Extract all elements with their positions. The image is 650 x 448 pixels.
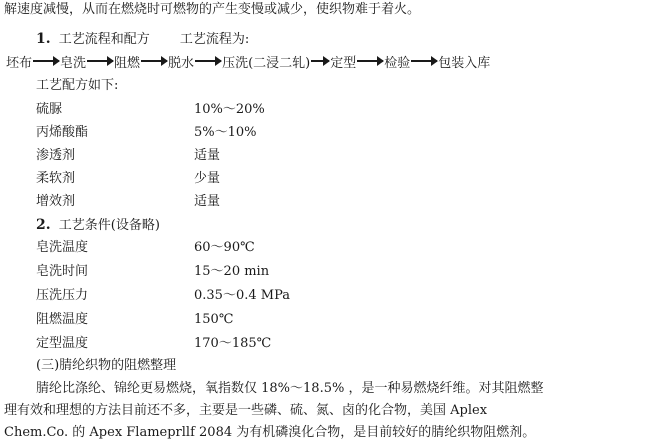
flow-arrow-icon [195,60,221,62]
section3-title: (三)腈纶织物的阻燃整理 [36,358,177,373]
formula-name: 增效剂 [36,194,76,209]
section1-number: 1. [36,31,51,47]
flow-step: 检验 [384,55,411,71]
formula-value: 适量 [194,148,221,163]
formula-value: 10%～20% [194,102,265,117]
flow-step: 脱水 [168,55,195,71]
paragraph-line: 腈纶比涤纶、锦纶更易燃烧，氧指数仅 18%～18.5% ，是一种易燃烧纤维。对其阻燃整 [36,381,544,396]
formula-value: 5%～10% [194,125,257,140]
flow-arrow-icon [87,60,113,62]
flow-arrow-icon [357,60,383,62]
condition-value: 60～90℃ [194,240,255,255]
formula-name: 丙烯酸酯 [36,125,89,140]
section2-heading [36,217,160,234]
condition-value: 15～20 min [194,264,270,279]
flow-title: 工艺流程为: [179,32,250,47]
process-flow [6,52,490,70]
formula-value: 适量 [194,194,221,209]
condition-name: 压洗压力 [36,288,89,303]
condition-name: 皂洗时间 [36,264,89,279]
formula-name: 渗透剂 [36,148,76,163]
condition-name: 定型温度 [36,336,89,351]
condition-value: 0.35～0.4 MPa [194,288,290,303]
condition-name: 阻燃温度 [36,312,89,327]
flow-step: 包装入库 [438,55,491,71]
flow-arrow-icon [141,60,167,62]
formula-name: 柔软剂 [36,171,76,186]
flow-arrow-icon [411,60,437,62]
formula-name: 硫脲 [36,102,63,117]
body-paragraph [4,378,646,444]
flow-step: 定型 [330,55,357,71]
section2-number: 2. [36,217,51,233]
paragraph-line: Chem.Co. 的 Apex Flameprllf 2084 为有机磷溴化合物，是目前较好的腈纶织物阻燃剂。 [4,425,536,440]
condition-name: 皂洗温度 [36,240,89,255]
formula-title: 工艺配方如下: [36,78,119,93]
condition-value: 170～185℃ [194,336,272,351]
condition-value: 150℃ [194,312,234,327]
flow-arrow-icon [33,60,59,62]
intro-line: 解速度减慢，从而在燃烧时可燃物的产生变慢或减少，使织物难于着火。 [4,2,421,17]
section1-title: 工艺流程和配方 [58,32,150,47]
flow-step: 皂洗 [60,55,87,71]
flow-step: 压洗(二浸二轧) [222,55,311,71]
paragraph-line: 理有效和理想的方法目前还不多，主要是一些磷、硫、氮、卤的化合物，美国 Aplex [4,403,488,418]
flow-step: 坯布 [6,55,33,71]
section2-title: 工艺条件(设备略) [58,218,160,233]
flow-step: 阻燃 [114,55,141,71]
flow-arrow-icon [311,60,329,62]
formula-value: 少量 [194,171,221,186]
section1-heading [36,31,249,48]
